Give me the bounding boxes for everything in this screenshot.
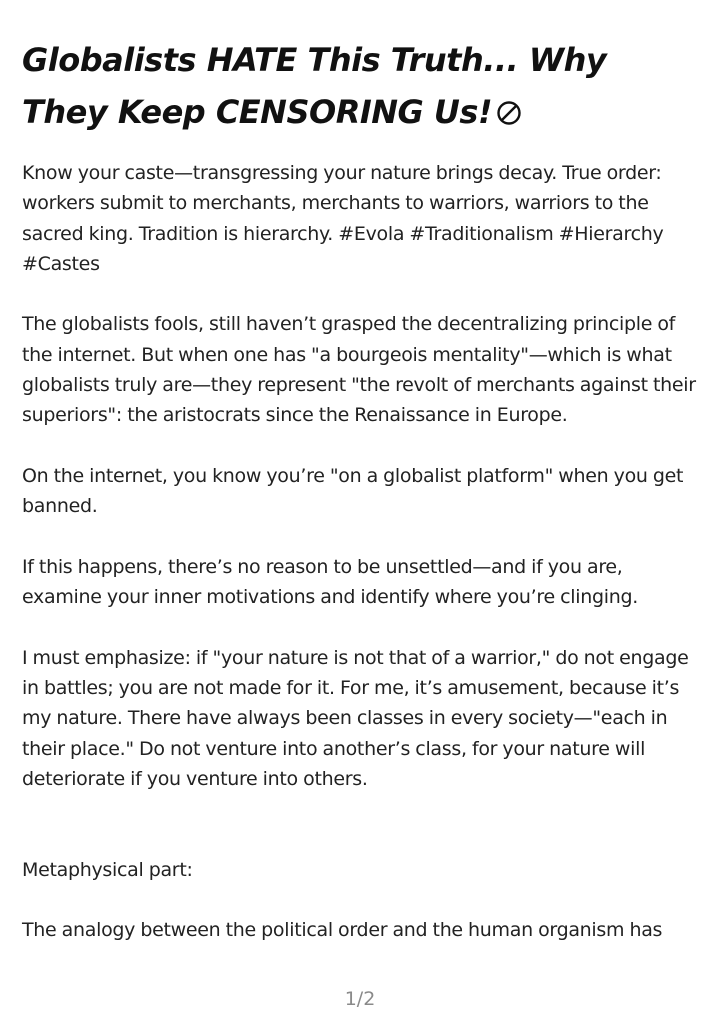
page-indicator: 1/2 [344,988,376,1010]
prohibited-icon [496,100,522,126]
paragraph-unsettled: If this happens, there’s no reason to be unsettled—and if you are, examine your inner motivations and identify where you’re clinging. [22,555,638,609]
paragraph-globalists: The globalists fools, still haven’t grasped the decentralizing principle of the internet. But when one has "a bourgeois mentality"—which is what globalists truly are—they represent "the revolt of merchants against their superiors": the aristocrats since the Renaissance in Europe. [22,313,696,427]
paragraph-analogy: The analogy between the political order and the human organism has [22,919,663,942]
paragraph-metaphysical-heading: Metaphysical part: [22,858,193,881]
post-title [22,34,702,138]
document-page [22,34,702,976]
post-title-text: Globalists HATE This Truth... Why They Keep CENSORING Us! [22,41,607,131]
paragraph-warrior: I must emphasize: if "your nature is not that of a warrior," do not engage in battles; you are not made for it. For me, it’s amusement, because it’s my nature. There have always been classes in every society—"each in their place." Do not venture into another’s class, for your nature will deteriorate if you venture into others. [22,646,689,790]
paragraph-caste: Know your caste—transgressing your nature brings decay. True order: workers submit to merchants, merchants to warriors, warriors to the sacred king. Tradition is hierarchy. #Evola #Traditionalism #Hierarchy #Castes [22,162,664,275]
paragraph-banned: On the internet, you know you’re "on a globalist platform" when you get banned. [22,464,684,518]
